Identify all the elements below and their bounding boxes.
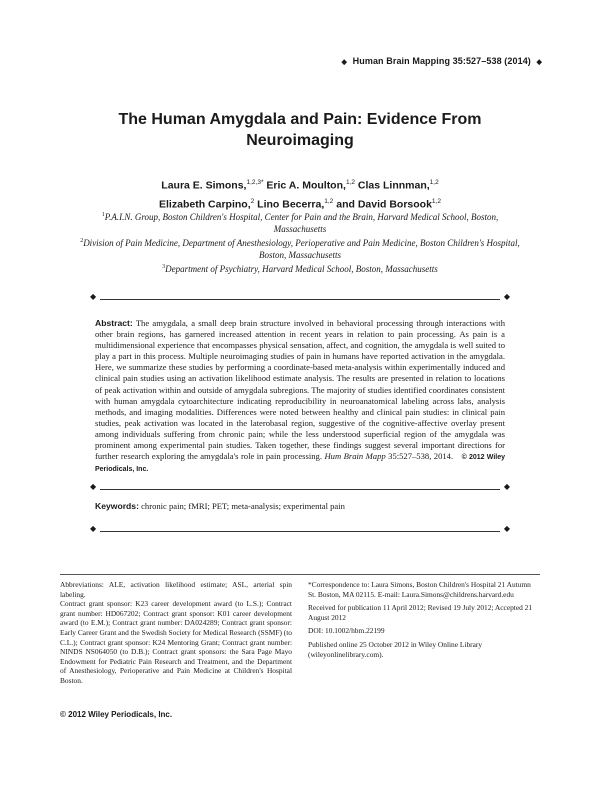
- diamond-icon: ◆: [503, 292, 510, 301]
- author-name: Laura E. Simons,: [161, 179, 247, 192]
- author-line-1: [80, 175, 520, 194]
- author-affil-sup: 1,2: [324, 197, 334, 205]
- diamond-icon: ◆: [90, 292, 97, 301]
- footnote-doi: DOI: 10.1002/hbm.22199: [308, 626, 385, 636]
- author-name: Clas Linnman,: [357, 179, 430, 192]
- abstract-copyright: © 2012 Wiley Periodicals, Inc.: [95, 454, 506, 474]
- affiliation-text: Department of Psychiatry, Harvard Medical School, Boston, Massachusetts: [165, 264, 438, 274]
- divider-line: [100, 531, 500, 532]
- diamond-icon: ◆: [341, 59, 348, 66]
- journal-citation: Human Brain Mapping 35:527–538 (2014): [352, 56, 531, 66]
- affiliation: [80, 261, 520, 275]
- footnotes-right: [308, 580, 540, 663]
- title-line-1: The Human Amygdala and Pain: Evidence From: [118, 111, 482, 128]
- affiliation-text: Division of Pain Medicine, Department of Anesthesiology, Perioperative and Pain Medicine, Boston Children's Hospital, Boston, Massachusetts: [83, 238, 520, 260]
- abstract: [95, 318, 505, 475]
- author-list: [80, 175, 520, 212]
- affiliation-number: 3: [162, 264, 166, 270]
- author-affil-sup: 2: [250, 197, 255, 205]
- running-head: [339, 56, 545, 66]
- author-affil-sup: 1,2: [429, 179, 439, 186]
- diamond-icon: ◆: [503, 524, 510, 533]
- diamond-icon: ◆: [90, 482, 97, 491]
- divider-line: [100, 489, 500, 490]
- keywords-text: chronic pain; fMRI; PET; meta-analysis; experimental pain: [141, 501, 345, 511]
- author-name: Lino Becerra,: [257, 198, 325, 210]
- author-affil-sup: 1,2: [431, 197, 441, 205]
- footnotes-left: [60, 580, 292, 686]
- author-name: Eric A. Moulton,: [266, 179, 346, 192]
- affiliation: [80, 235, 520, 261]
- footnote-received: Received for publication 11 April 2012; Revised 19 July 2012; Accepted 21 August 2012: [308, 603, 533, 622]
- title-line-2: Neuroimaging: [246, 132, 354, 149]
- abstract-citation-volume: 35:527–538, 2014.: [388, 451, 454, 462]
- divider-top: [90, 292, 510, 304]
- diamond-icon: ◆: [90, 524, 97, 533]
- footnote-correspondence: *Correspondence to: Laura Simons, Boston Children's Hospital 21 Autumn St. Boston, MA 02115. E-mail: Laura.Simons@childrens.harvard.edu: [308, 580, 531, 599]
- footnote-published: Published online 25 October 2012 in Wiley Online Library (wileyonlinelibrary.com).: [308, 639, 483, 659]
- keywords-label: Keywords:: [95, 501, 139, 511]
- divider-line: [100, 299, 500, 300]
- divider-bottom: [90, 524, 510, 536]
- author-name: Elizabeth Carpino,: [159, 198, 251, 210]
- affiliation-text: P.A.I.N. Group, Boston Children's Hospital, Center for Pain and the Brain, Harvard Medical School, Boston, Massachusetts: [104, 212, 499, 234]
- author-name: and David Borsook: [336, 198, 432, 210]
- affiliation-number: 1: [101, 212, 105, 218]
- abstract-body: The amygdala, a small deep brain structure involved in behavioral processing through interactions with other brain regions, has garnered increased attention in recent years in relation to pain processing. As pain is a multidimensional experience that encompasses physical sensation, affect, and cognition, the amygdala is well suited to play a part in this process. Multiple neuroimaging studies of pain in humans have reported activation in the amygdala. Here, we summarize these studies by performing a coordinate-based meta-analysis within experimentally induced and clinical pain studies using an activation likelihood estimate analysis. The results are presented in relation to locations of peak activation within and outside of amygdala subregions. The majority of studies identified coordinates consistent with human amygdala cytoarchitecture indicating reproducibility in neuroanatomical labeling across labs, analysis methods, and imaging modalities. Differences were noted between healthy and clinical pain studies: in clinical pain studies, peak activation was located in the laterobasal region, suggestive of the cognitive-affective overlay present among individuals suffering from chronic pain; while the less understood superficial region of the amygdala was prominent among experimental pain studies. Taken together, these findings suggest several important directions for further research exploring the amygdala's role in pain processing.: [95, 318, 505, 462]
- affiliation-number: 2: [80, 238, 84, 244]
- author-affil-sup: 1,2,3*: [246, 179, 264, 186]
- diamond-icon: ◆: [503, 482, 510, 491]
- article-title: [80, 109, 520, 151]
- keywords: [95, 501, 505, 511]
- footnote-abbreviations: Abbreviations: ALE, activation likelihood estimate; ASL, arterial spin labeling.: [60, 580, 292, 599]
- affiliations: [80, 209, 520, 275]
- footnote-grants: Contract grant sponsor: K23 career development award (to L.S.); Contract grant number: HD067202; Contract grant sponsor: K01 career development award (to E.M.); Contract grant number: DA024289; Contract grant sponsor: Early Career Grant and the Swedish Society for Medical Research (SSMF) (to C.L.); Contract grant sponsor: K24 Mentoring Grant; Contract grant number: NINDS NS064050 (to D.B.); Contract grant sponsors: the Sara Page Mayo Endowment for Pediatric Pain Research and Treatment, and the Department of Anesthesiology, Perioperative and Pain Medicine at Children's Hospital Boston.: [60, 599, 292, 685]
- page-copyright: © 2012 Wiley Periodicals, Inc.: [60, 710, 173, 719]
- abstract-label: Abstract:: [95, 318, 133, 328]
- footnote-rule: [60, 574, 540, 575]
- abstract-citation: Hum Brain Mapp: [324, 451, 386, 462]
- diamond-icon: ◆: [536, 59, 542, 66]
- divider-middle: [90, 482, 510, 494]
- author-affil-sup: 1,2: [345, 179, 355, 186]
- affiliation: [80, 209, 520, 235]
